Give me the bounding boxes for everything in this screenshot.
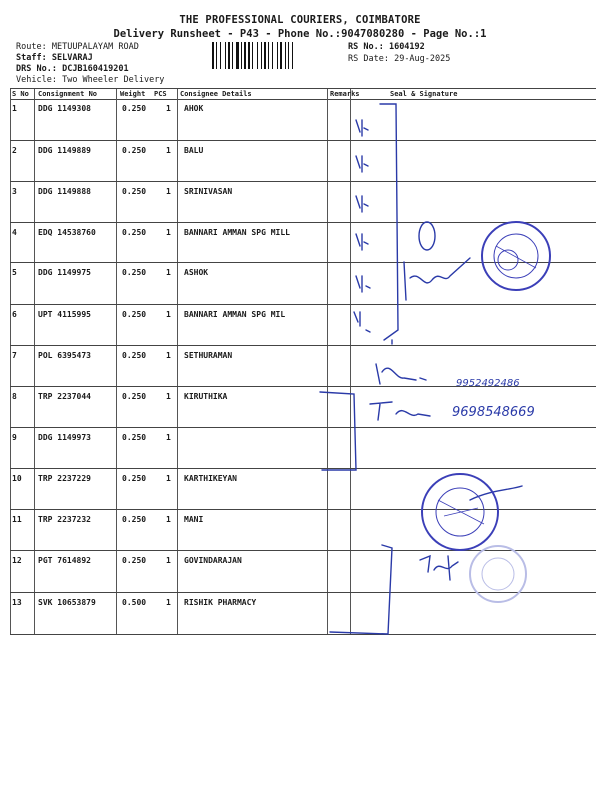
row-pcs: 1	[166, 515, 171, 524]
row-pcs: 1	[166, 187, 171, 196]
barcode-bar	[288, 42, 289, 69]
vehicle-value: Two Wheeler Delivery	[62, 75, 165, 85]
row-consignee: RISHIK PHARMACY	[184, 598, 257, 607]
row-consignee: AHOK	[184, 104, 204, 113]
barcode-bar	[236, 42, 239, 69]
row-consignee: SETHURAMAN	[184, 351, 233, 360]
barcode-bar	[264, 42, 266, 69]
col-divider	[327, 89, 328, 635]
row-weight: 0.250	[122, 433, 147, 442]
barcode-bar	[285, 42, 286, 69]
row-consignment-no: TRP 2237044	[38, 392, 91, 401]
company-seal-stamp	[422, 474, 498, 550]
row-sno: 12	[12, 556, 22, 565]
table-left-border	[10, 89, 11, 635]
rs-date-line	[348, 54, 450, 64]
col-divider	[116, 89, 117, 635]
row-pcs: 1	[166, 268, 171, 277]
row-divider	[10, 550, 596, 551]
row-pcs: 1	[166, 104, 171, 113]
faded-stamp	[470, 546, 526, 602]
row-divider	[10, 304, 596, 305]
barcode-bar	[257, 42, 258, 69]
header-divider	[10, 99, 596, 100]
row-sno: 7	[12, 351, 17, 360]
barcode-bar	[220, 42, 221, 69]
remarks-bracket-mark	[330, 545, 392, 634]
col-divider	[177, 89, 178, 635]
company-title: THE PROFESSIONAL COURIERS, COIMBATORE	[179, 14, 421, 26]
rs-date-label: RS Date:	[348, 54, 389, 64]
col-header-consignee: Consignee Details	[180, 90, 252, 98]
row-consignment-no: DDG 1149889	[38, 146, 91, 155]
barcode-bar	[252, 42, 253, 69]
row-consignment-no: TRP 2237229	[38, 474, 91, 483]
barcode-bar	[228, 42, 230, 69]
barcode-bar	[268, 42, 269, 69]
barcode-bar	[292, 42, 293, 69]
barcode-bar	[272, 42, 273, 69]
row-consignment-no: EDQ 14538760	[38, 228, 96, 237]
row-weight: 0.250	[122, 187, 147, 196]
runsheet-subtitle: Delivery Runsheet - P43 - Phone No.:9047080280 - Page No.:1	[113, 28, 487, 40]
barcode-bar	[277, 42, 278, 69]
row-sno: 10	[12, 474, 22, 483]
row-consignee: BALU	[184, 146, 204, 155]
vehicle-label: Vehicle:	[16, 75, 57, 85]
row-consignee: SRINIVASAN	[184, 187, 233, 196]
row-sno: 9	[12, 433, 17, 442]
row-weight: 0.250	[122, 268, 147, 277]
barcode-bar	[244, 42, 246, 69]
row-consignee: KARTHIKEYAN	[184, 474, 237, 483]
row-sno: 8	[12, 392, 17, 401]
row-divider	[10, 222, 596, 223]
tick-mark	[356, 196, 368, 212]
row-weight: 0.250	[122, 474, 147, 483]
row-sno: 6	[12, 310, 17, 319]
row-divider	[10, 386, 596, 387]
barcode-bar	[216, 42, 217, 69]
row-pcs: 1	[166, 474, 171, 483]
row-sno: 2	[12, 146, 17, 155]
signature-mark	[419, 222, 435, 250]
staff-value: SELVARAJ	[51, 53, 93, 63]
col-header-pcs: PCS	[154, 90, 167, 98]
row-sno: 4	[12, 228, 17, 237]
rs-no-line	[348, 42, 425, 52]
tick-mark	[356, 156, 368, 172]
row-divider	[10, 140, 596, 141]
col-header-weight: Weight	[120, 90, 146, 98]
row-sno: 13	[12, 598, 22, 607]
row-pcs: 1	[166, 598, 171, 607]
row-weight: 0.500	[122, 598, 147, 607]
signature-mark	[404, 258, 470, 300]
table-top-border	[10, 88, 596, 89]
vehicle-line	[16, 75, 164, 85]
row-consignment-no: POL 6395473	[38, 351, 91, 360]
row-sno: 11	[12, 515, 22, 524]
row-pcs: 1	[166, 146, 171, 155]
barcode-bar	[248, 42, 250, 69]
barcode-bar	[241, 42, 242, 69]
handwritten-phone-row8: 9698548669	[452, 405, 535, 420]
tick-mark	[356, 120, 368, 136]
row-weight: 0.250	[122, 556, 147, 565]
row-pcs: 1	[166, 310, 171, 319]
row-weight: 0.250	[122, 392, 147, 401]
col-header-sno: S No	[12, 90, 29, 98]
row-consignment-no: DDG 1149888	[38, 187, 91, 196]
tick-mark	[356, 234, 368, 250]
barcode	[212, 42, 342, 69]
drs-value: DCJB160419201	[62, 64, 129, 74]
col-divider	[350, 89, 351, 635]
row-consignment-no: SVK 10653879	[38, 598, 96, 607]
signature-mark	[370, 402, 430, 420]
route-line	[16, 42, 139, 52]
row-sno: 1	[12, 104, 17, 113]
row-divider	[10, 509, 596, 510]
barcode-bar	[232, 42, 233, 69]
row-consignment-no: PGT 7614892	[38, 556, 91, 565]
row-consignment-no: TRP 2237232	[38, 515, 91, 524]
staff-label: Staff:	[16, 53, 47, 63]
tick-mark	[356, 276, 370, 292]
row-consignment-no: DDG 1149975	[38, 268, 91, 277]
row-pcs: 1	[166, 351, 171, 360]
barcode-bar	[261, 42, 262, 69]
handwritten-phone-row7: 9952492486	[456, 378, 520, 389]
col-divider	[34, 89, 35, 635]
row-consignee: MANI	[184, 515, 204, 524]
staff-line	[16, 53, 93, 63]
row-weight: 0.250	[122, 515, 147, 524]
barcode-bar	[212, 42, 214, 69]
row-pcs: 1	[166, 392, 171, 401]
rs-no-value: 1604192	[388, 42, 425, 52]
row-divider	[10, 634, 596, 635]
route-label: Route:	[16, 42, 47, 52]
route-value: METUUPALAYAM ROAD	[51, 42, 139, 52]
row-weight: 0.250	[122, 146, 147, 155]
row-weight: 0.250	[122, 228, 147, 237]
row-consignee: ASHOK	[184, 268, 209, 277]
row-divider	[10, 345, 596, 346]
row-divider	[10, 262, 596, 263]
barcode-bar	[280, 42, 282, 69]
company-seal-stamp	[482, 222, 550, 290]
row-divider	[10, 468, 596, 469]
signature-mark	[470, 486, 522, 500]
row-pcs: 1	[166, 433, 171, 442]
row-divider	[10, 592, 596, 593]
row-divider	[10, 181, 596, 182]
barcode-bar	[225, 42, 226, 69]
row-consignee: GOVINDARAJAN	[184, 556, 242, 565]
row-sno: 5	[12, 268, 17, 277]
drs-line	[16, 64, 129, 74]
col-header-seal: Seal & Signature	[390, 90, 458, 98]
tick-mark	[354, 312, 370, 332]
row-weight: 0.250	[122, 310, 147, 319]
col-header-remarks: Remarks	[330, 90, 360, 98]
row-consignment-no: DDG 1149973	[38, 433, 91, 442]
rs-date-value: 29-Aug-2025	[394, 54, 451, 64]
drs-label: DRS No.:	[16, 64, 57, 74]
row-consignee: KIRUTHIKA	[184, 392, 228, 401]
row-sno: 3	[12, 187, 17, 196]
signature-mark	[376, 364, 426, 384]
signature-mark	[420, 556, 458, 580]
rs-no-label: RS No.:	[348, 42, 384, 52]
row-consignment-no: UPT 4115995	[38, 310, 91, 319]
row-weight: 0.250	[122, 104, 147, 113]
row-weight: 0.250	[122, 351, 147, 360]
row-pcs: 1	[166, 228, 171, 237]
row-consignment-no: DDG 1149308	[38, 104, 91, 113]
row-divider	[10, 427, 596, 428]
row-pcs: 1	[166, 556, 171, 565]
row-consignee: BANNARI AMMAN SPG MIL	[184, 310, 286, 319]
col-header-consignment: Consignment No	[38, 90, 98, 98]
row-consignee: BANNARI AMMAN SPG MILL	[184, 228, 290, 237]
